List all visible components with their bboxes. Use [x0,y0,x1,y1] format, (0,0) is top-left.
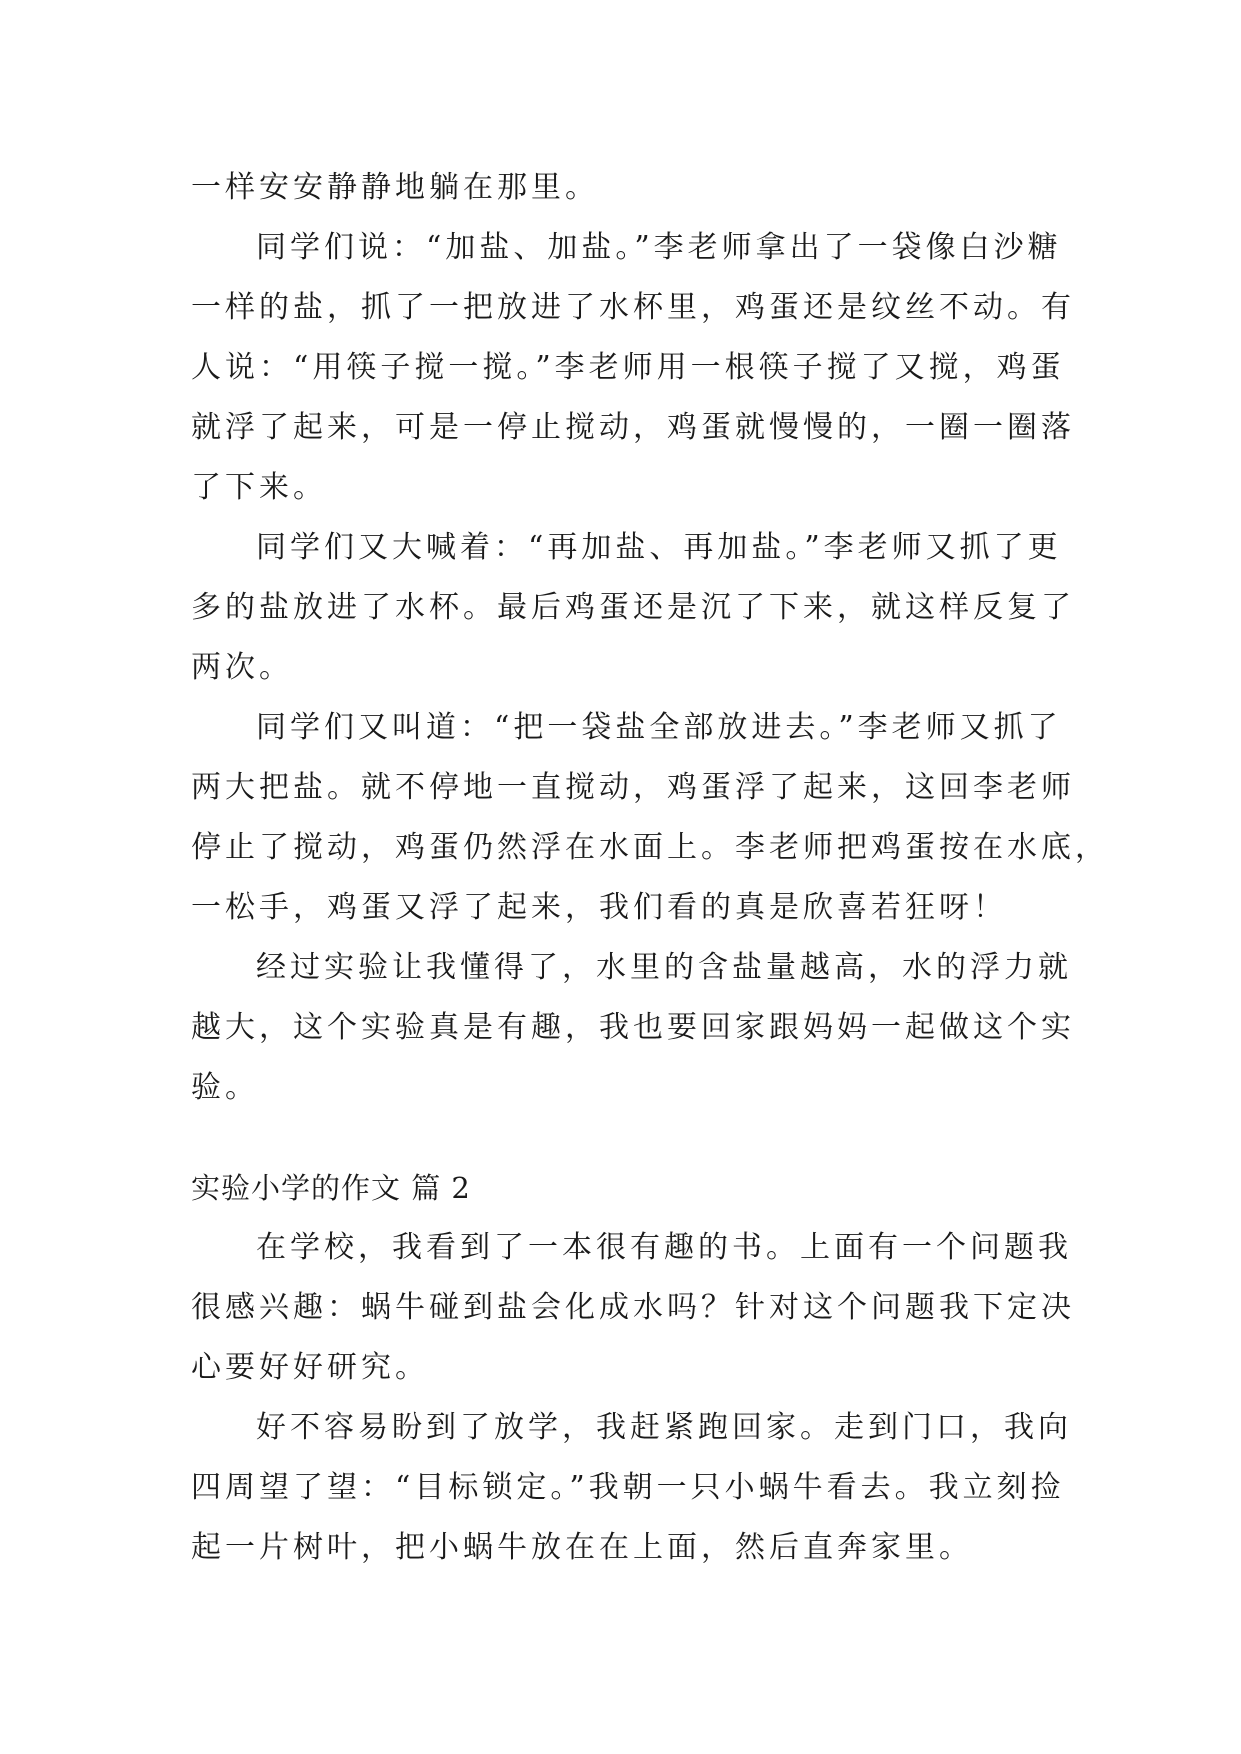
text-line: 验。 [191,1070,259,1105]
text-line: 了下来。 [191,470,327,505]
text-line: 两次。 [191,650,293,685]
paragraph [191,218,1075,518]
text-line: 好不容易盼到了放学，我赶紧跑回家。走到门口，我向 [256,1410,1072,1445]
essay-body-part-2 [191,1218,1075,1578]
text-line: 多的盐放进了水杯。最后鸡蛋还是沉了下来，就这样反复了 [191,590,1075,625]
text-line: 一样安安静静地躺在那里。 [191,170,599,205]
text-line: 一样的盐，抓了一把放进了水杯里，鸡蛋还是纹丝不动。有 [191,290,1075,325]
paragraph [191,698,1109,938]
text-line: 人说：“用筷子搅一搅。”李老师用一根筷子搅了又搅，鸡蛋 [191,350,1065,385]
text-line: 心要好好研究。 [191,1350,429,1385]
text-line: 同学们说：“加盐、加盐。”李老师拿出了一袋像白沙糖 [256,230,1062,265]
text-line: 四周望了望：“目标锁定。”我朝一只小蜗牛看去。我立刻捡 [191,1470,1065,1505]
text-line: 经过实验让我懂得了，水里的含盐量越高，水的浮力就 [256,950,1072,985]
text-line: 同学们又叫道：“把一袋盐全部放进去。”李老师又抓了 [256,710,1062,745]
section-heading: 实验小学的作文 篇 2 [191,1171,471,1205]
text-line: 很感兴趣：蜗牛碰到盐会化成水吗？针对这个问题我下定决 [191,1290,1075,1325]
paragraph [191,518,1075,698]
text-line: 一松手，鸡蛋又浮了起来，我们看的真是欣喜若狂呀！ [191,890,1007,925]
text-line: 在学校，我看到了一本很有趣的书。上面有一个问题我 [256,1230,1072,1265]
paragraph [191,1398,1072,1578]
text-line: 越大，这个实验真是有趣，我也要回家跟妈妈一起做这个实 [191,1010,1075,1045]
paragraph [191,938,1075,1118]
paragraph [191,1218,1075,1398]
text-line: 两大把盐。就不停地一直搅动，鸡蛋浮了起来，这回李老师 [191,770,1075,805]
text-line: 起一片树叶，把小蜗牛放在在上面，然后直奔家里。 [191,1530,973,1565]
text-line: 停止了搅动，鸡蛋仍然浮在水面上。李老师把鸡蛋按在水底， [191,830,1109,865]
text-line: 同学们又大喊着：“再加盐、再加盐。”李老师又抓了更 [256,530,1062,565]
text-line: 就浮了起来，可是一停止搅动，鸡蛋就慢慢的，一圈一圈落 [191,410,1075,445]
essay-body-part-1 [191,158,1109,1118]
paragraph [191,158,1061,218]
